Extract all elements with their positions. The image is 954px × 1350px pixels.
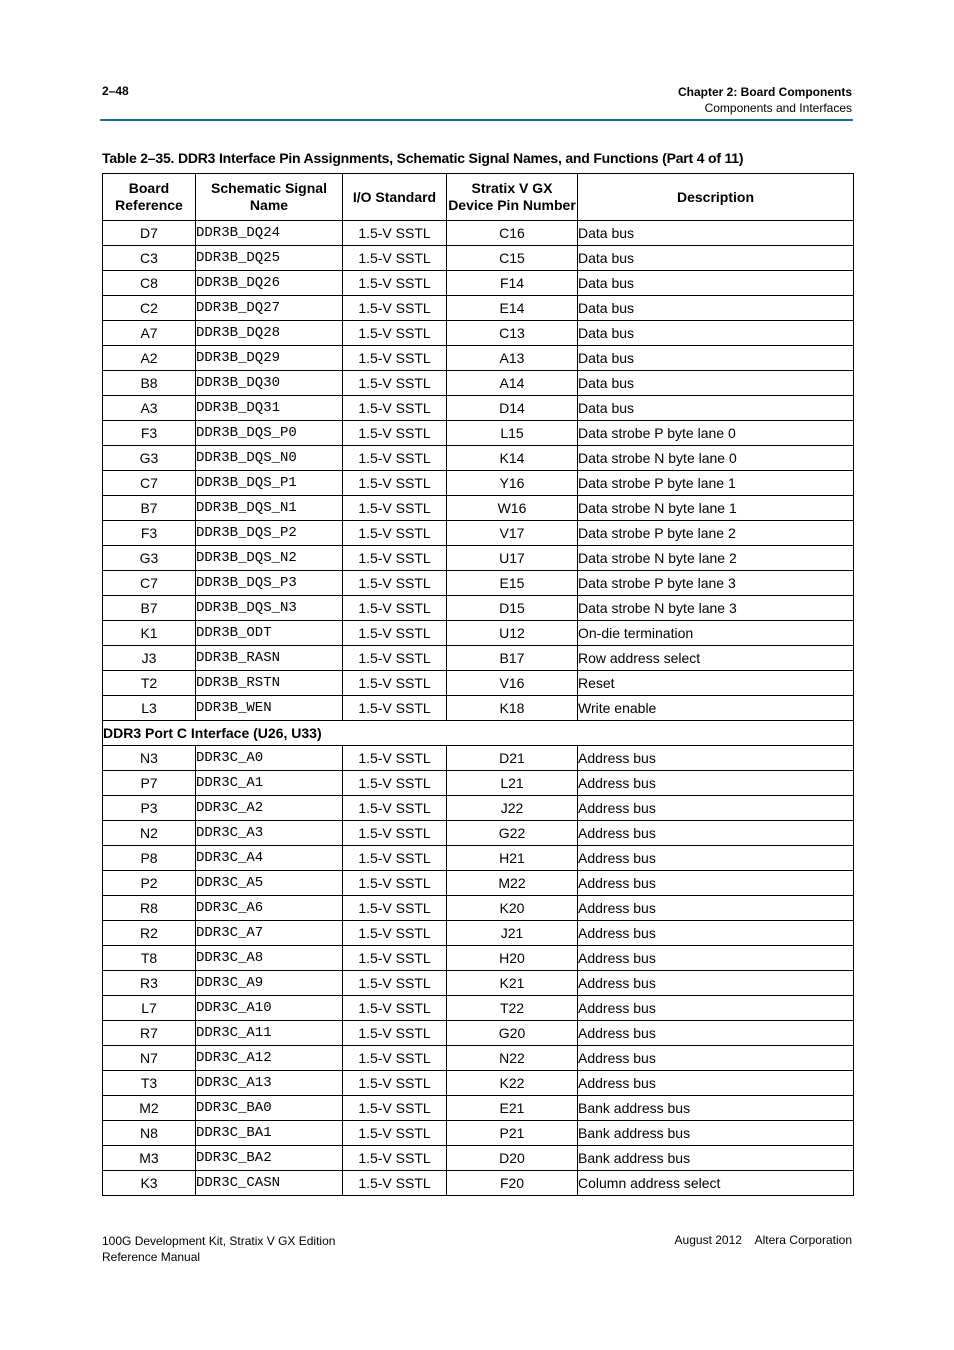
cell-signal-name: DDR3B_DQS_N3 [196,596,343,621]
cell-pin-number: J22 [447,796,578,821]
cell-io-standard: 1.5-V SSTL [343,571,447,596]
cell-description: Data bus [578,271,854,296]
cell-signal-name: DDR3C_A3 [196,821,343,846]
cell-description: Data strobe P byte lane 2 [578,521,854,546]
cell-signal-name: DDR3C_A9 [196,971,343,996]
cell-description: Data bus [578,371,854,396]
table-row [103,371,854,396]
cell-io-standard: 1.5-V SSTL [343,996,447,1021]
cell-signal-name: DDR3B_DQS_P0 [196,421,343,446]
cell-board-reference: R8 [103,896,196,921]
cell-description: Data bus [578,221,854,246]
cell-board-reference: F3 [103,521,196,546]
table-row [103,896,854,921]
cell-description: Data strobe N byte lane 1 [578,496,854,521]
cell-pin-number: K18 [447,696,578,721]
footer-date-company: August 2012 Altera Corporation [674,1233,852,1247]
cell-pin-number: F20 [447,1171,578,1196]
cell-pin-number: U17 [447,546,578,571]
cell-description: Bank address bus [578,1121,854,1146]
cell-pin-number: V16 [447,671,578,696]
cell-signal-name: DDR3B_DQS_P1 [196,471,343,496]
cell-board-reference: T3 [103,1071,196,1096]
cell-io-standard: 1.5-V SSTL [343,596,447,621]
table-row [103,646,854,671]
cell-board-reference: B7 [103,596,196,621]
cell-pin-number: K20 [447,896,578,921]
cell-board-reference: P3 [103,796,196,821]
chapter-title: Chapter 2: Board Components [677,85,852,99]
cell-signal-name: DDR3C_A5 [196,871,343,896]
table-row [103,621,854,646]
cell-io-standard: 1.5-V SSTL [343,371,447,396]
cell-io-standard: 1.5-V SSTL [343,396,447,421]
cell-io-standard: 1.5-V SSTL [343,496,447,521]
cell-pin-number: G20 [447,1021,578,1046]
cell-board-reference: G3 [103,446,196,471]
cell-io-standard: 1.5-V SSTL [343,221,447,246]
cell-signal-name: DDR3B_DQS_N2 [196,546,343,571]
header-description: Description [578,174,854,221]
cell-signal-name: DDR3B_DQ30 [196,371,343,396]
header-rule [100,119,853,121]
cell-signal-name: DDR3C_BA0 [196,1096,343,1121]
section-title: Components and Interfaces [704,101,852,115]
running-header [678,84,852,116]
cell-signal-name: DDR3C_A12 [196,1046,343,1071]
cell-board-reference: A7 [103,321,196,346]
cell-pin-number: Y16 [447,471,578,496]
cell-io-standard: 1.5-V SSTL [343,321,447,346]
cell-pin-number: N22 [447,1046,578,1071]
cell-io-standard: 1.5-V SSTL [343,621,447,646]
table-row [103,346,854,371]
cell-pin-number: E15 [447,571,578,596]
cell-description: Data bus [578,296,854,321]
cell-board-reference: B7 [103,496,196,521]
cell-description: Row address select [578,646,854,671]
cell-io-standard: 1.5-V SSTL [343,1146,447,1171]
cell-board-reference: R3 [103,971,196,996]
cell-signal-name: DDR3C_A2 [196,796,343,821]
cell-signal-name: DDR3B_WEN [196,696,343,721]
cell-description: Data strobe P byte lane 0 [578,421,854,446]
cell-signal-name: DDR3C_A11 [196,1021,343,1046]
cell-board-reference: C8 [103,271,196,296]
cell-pin-number: H20 [447,946,578,971]
cell-io-standard: 1.5-V SSTL [343,846,447,871]
cell-board-reference: C7 [103,471,196,496]
cell-board-reference: L7 [103,996,196,1021]
table-row [103,296,854,321]
cell-io-standard: 1.5-V SSTL [343,696,447,721]
table-row [103,971,854,996]
table-row [103,221,854,246]
cell-description: Address bus [578,771,854,796]
cell-io-standard: 1.5-V SSTL [343,821,447,846]
footer-left [102,1233,335,1265]
cell-pin-number: V17 [447,521,578,546]
cell-pin-number: M22 [447,871,578,896]
cell-description: Address bus [578,821,854,846]
cell-board-reference: C2 [103,296,196,321]
cell-pin-number: C16 [447,221,578,246]
cell-board-reference: N3 [103,746,196,771]
cell-pin-number: C15 [447,246,578,271]
cell-description: Column address select [578,1171,854,1196]
cell-description: Address bus [578,946,854,971]
cell-pin-number: A14 [447,371,578,396]
cell-pin-number: B17 [447,646,578,671]
cell-description: Address bus [578,871,854,896]
table-row [103,671,854,696]
cell-io-standard: 1.5-V SSTL [343,771,447,796]
cell-signal-name: DDR3C_BA1 [196,1121,343,1146]
cell-io-standard: 1.5-V SSTL [343,471,447,496]
cell-signal-name: DDR3C_A4 [196,846,343,871]
cell-board-reference: K3 [103,1171,196,1196]
cell-io-standard: 1.5-V SSTL [343,971,447,996]
cell-signal-name: DDR3C_A7 [196,921,343,946]
cell-pin-number: D14 [447,396,578,421]
cell-pin-number: L15 [447,421,578,446]
table-header-row [103,174,854,221]
cell-description: Bank address bus [578,1096,854,1121]
cell-board-reference: T8 [103,946,196,971]
table-row [103,421,854,446]
cell-io-standard: 1.5-V SSTL [343,646,447,671]
cell-board-reference: F3 [103,421,196,446]
table-row [103,246,854,271]
cell-description: Write enable [578,696,854,721]
cell-board-reference: M3 [103,1146,196,1171]
cell-board-reference: N8 [103,1121,196,1146]
table-row [103,571,854,596]
cell-board-reference: A2 [103,346,196,371]
footer-kit-name: 100G Development Kit, Stratix V GX Edition [102,1234,336,1248]
cell-description: Address bus [578,746,854,771]
cell-io-standard: 1.5-V SSTL [343,246,447,271]
cell-signal-name: DDR3B_DQS_P2 [196,521,343,546]
table-row [103,1046,854,1071]
cell-board-reference: M2 [103,1096,196,1121]
cell-pin-number: D15 [447,596,578,621]
cell-board-reference: D7 [103,221,196,246]
page-number: 2–48 [102,84,129,98]
table-row [103,696,854,721]
cell-description: Data strobe N byte lane 3 [578,596,854,621]
table-row [103,446,854,471]
cell-io-standard: 1.5-V SSTL [343,871,447,896]
cell-description: Address bus [578,996,854,1021]
cell-io-standard: 1.5-V SSTL [343,1171,447,1196]
cell-pin-number: K22 [447,1071,578,1096]
cell-board-reference: N2 [103,821,196,846]
table-row [103,1121,854,1146]
cell-signal-name: DDR3B_DQ25 [196,246,343,271]
cell-io-standard: 1.5-V SSTL [343,1121,447,1146]
table-row [103,1171,854,1196]
table-caption: Table 2–35. DDR3 Interface Pin Assignments, Schematic Signal Names, and Functions (Part 4 of 11) [102,150,744,166]
cell-signal-name: DDR3B_DQ29 [196,346,343,371]
cell-io-standard: 1.5-V SSTL [343,446,447,471]
table-row [103,471,854,496]
cell-description: Address bus [578,1071,854,1096]
cell-signal-name: DDR3B_DQS_N0 [196,446,343,471]
cell-io-standard: 1.5-V SSTL [343,296,447,321]
cell-board-reference: P2 [103,871,196,896]
table-row [103,596,854,621]
table-row [103,771,854,796]
cell-description: Address bus [578,921,854,946]
cell-signal-name: DDR3B_DQ28 [196,321,343,346]
cell-description: Data bus [578,246,854,271]
cell-description: Address bus [578,896,854,921]
cell-description: Data strobe N byte lane 2 [578,546,854,571]
cell-board-reference: T2 [103,671,196,696]
cell-description: Data bus [578,396,854,421]
section-row [103,721,854,746]
header-io-standard: I/O Standard [343,174,447,221]
cell-io-standard: 1.5-V SSTL [343,1046,447,1071]
table-row [103,321,854,346]
cell-board-reference: A3 [103,396,196,421]
table-row [103,496,854,521]
cell-board-reference: R2 [103,921,196,946]
cell-description: Data bus [578,321,854,346]
cell-io-standard: 1.5-V SSTL [343,896,447,921]
table-row [103,946,854,971]
pin-assignment-table [102,173,854,1196]
table-row [103,846,854,871]
cell-description: Reset [578,671,854,696]
cell-pin-number: A13 [447,346,578,371]
cell-pin-number: G22 [447,821,578,846]
table-row [103,921,854,946]
table-row [103,1096,854,1121]
table-row [103,271,854,296]
cell-io-standard: 1.5-V SSTL [343,796,447,821]
cell-board-reference: C3 [103,246,196,271]
cell-description: Data strobe P byte lane 3 [578,571,854,596]
cell-signal-name: DDR3C_A8 [196,946,343,971]
cell-pin-number: U12 [447,621,578,646]
cell-io-standard: 1.5-V SSTL [343,1096,447,1121]
cell-board-reference: L3 [103,696,196,721]
cell-io-standard: 1.5-V SSTL [343,271,447,296]
cell-description: On-die termination [578,621,854,646]
cell-board-reference: G3 [103,546,196,571]
cell-io-standard: 1.5-V SSTL [343,421,447,446]
cell-description: Address bus [578,796,854,821]
cell-pin-number: D20 [447,1146,578,1171]
cell-io-standard: 1.5-V SSTL [343,746,447,771]
cell-io-standard: 1.5-V SSTL [343,1071,447,1096]
cell-signal-name: DDR3B_DQS_N1 [196,496,343,521]
cell-pin-number: E21 [447,1096,578,1121]
cell-signal-name: DDR3B_DQ31 [196,396,343,421]
cell-pin-number: W16 [447,496,578,521]
cell-description: Address bus [578,1046,854,1071]
cell-io-standard: 1.5-V SSTL [343,946,447,971]
cell-signal-name: DDR3B_ODT [196,621,343,646]
table-row [103,521,854,546]
cell-board-reference: N7 [103,1046,196,1071]
cell-board-reference: P7 [103,771,196,796]
cell-board-reference: K1 [103,621,196,646]
cell-signal-name: DDR3C_A10 [196,996,343,1021]
cell-io-standard: 1.5-V SSTL [343,921,447,946]
header-device-pin-number: Stratix V GX Device Pin Number [447,174,578,221]
cell-description: Bank address bus [578,1146,854,1171]
cell-board-reference: J3 [103,646,196,671]
cell-board-reference: C7 [103,571,196,596]
cell-pin-number: K14 [447,446,578,471]
cell-signal-name: DDR3C_A1 [196,771,343,796]
table-row [103,796,854,821]
cell-pin-number: P21 [447,1121,578,1146]
table-row [103,396,854,421]
cell-signal-name: DDR3B_DQ26 [196,271,343,296]
cell-description: Data strobe P byte lane 1 [578,471,854,496]
cell-board-reference: R7 [103,1021,196,1046]
cell-io-standard: 1.5-V SSTL [343,546,447,571]
table-row [103,1071,854,1096]
footer-manual-name: Reference Manual [102,1250,201,1264]
cell-board-reference: B8 [103,371,196,396]
cell-io-standard: 1.5-V SSTL [343,346,447,371]
cell-signal-name: DDR3C_BA2 [196,1146,343,1171]
table-row [103,546,854,571]
cell-signal-name: DDR3B_DQS_P3 [196,571,343,596]
cell-signal-name: DDR3B_RSTN [196,671,343,696]
cell-pin-number: F14 [447,271,578,296]
table-row [103,821,854,846]
cell-io-standard: 1.5-V SSTL [343,671,447,696]
cell-board-reference: P8 [103,846,196,871]
cell-description: Address bus [578,846,854,871]
table-row [103,1021,854,1046]
cell-io-standard: 1.5-V SSTL [343,521,447,546]
table-row [103,746,854,771]
header-schematic-signal-name: Schematic Signal Name [196,174,343,221]
cell-signal-name: DDR3B_DQ27 [196,296,343,321]
section-title-port-c: DDR3 Port C Interface (U26, U33) [103,721,854,746]
cell-signal-name: DDR3C_CASN [196,1171,343,1196]
cell-pin-number: D21 [447,746,578,771]
cell-pin-number: H21 [447,846,578,871]
cell-description: Address bus [578,971,854,996]
cell-signal-name: DDR3C_A0 [196,746,343,771]
cell-pin-number: T22 [447,996,578,1021]
cell-description: Data strobe N byte lane 0 [578,446,854,471]
cell-signal-name: DDR3B_RASN [196,646,343,671]
cell-pin-number: K21 [447,971,578,996]
cell-description: Address bus [578,1021,854,1046]
cell-pin-number: J21 [447,921,578,946]
cell-signal-name: DDR3C_A6 [196,896,343,921]
cell-description: Data bus [578,346,854,371]
cell-io-standard: 1.5-V SSTL [343,1021,447,1046]
table-row [103,871,854,896]
cell-signal-name: DDR3C_A13 [196,1071,343,1096]
table-row [103,996,854,1021]
cell-pin-number: C13 [447,321,578,346]
header-board-reference: Board Reference [103,174,196,221]
cell-pin-number: E14 [447,296,578,321]
cell-signal-name: DDR3B_DQ24 [196,221,343,246]
table-row [103,1146,854,1171]
cell-pin-number: L21 [447,771,578,796]
